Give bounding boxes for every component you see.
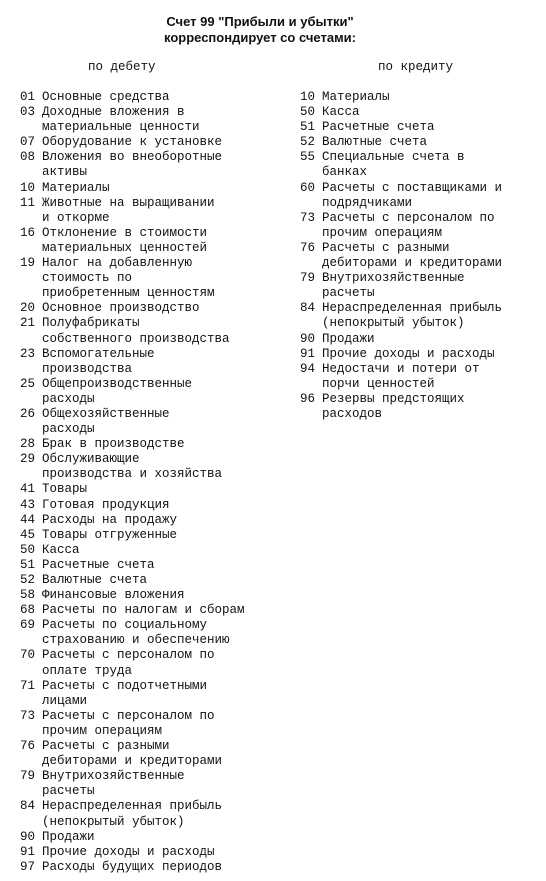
- account-name: [42, 588, 185, 603]
- account-name-line: Товары: [42, 482, 88, 497]
- account-code: 03: [20, 105, 36, 120]
- account-code: 51: [300, 120, 316, 135]
- title-line-2: корреспондирует со счетами:: [163, 30, 357, 45]
- account-code: 41: [20, 482, 36, 497]
- account-name-line: Валютные счета: [42, 573, 148, 587]
- account-name-line: Расчеты с персоналом по: [42, 648, 215, 663]
- account-name: [42, 135, 222, 150]
- account-code: 51: [20, 557, 36, 572]
- credit-account-73: [300, 211, 540, 241]
- account-name-line: Расходы будущих периодов: [42, 859, 223, 874]
- account-code: 84: [20, 799, 36, 814]
- account-name: [42, 226, 207, 256]
- account-name-line: расходов: [322, 406, 383, 421]
- account-name-line: Товары отгруженные: [42, 527, 178, 542]
- debit-account-50: [20, 543, 270, 558]
- debit-account-25: [20, 377, 270, 407]
- credit-account-96: [300, 392, 540, 422]
- credit-account-84: [300, 301, 540, 331]
- account-name: [322, 332, 375, 347]
- account-name: [322, 347, 495, 362]
- account-name: [322, 90, 390, 105]
- account-name-line: дебиторами и кредиторами: [42, 754, 223, 769]
- account-code: 76: [300, 240, 316, 255]
- debit-account-43: [20, 498, 270, 513]
- account-code: 91: [20, 844, 36, 859]
- debit-account-52: [20, 573, 270, 588]
- account-name-line: лицами: [42, 693, 88, 708]
- account-name: [42, 648, 215, 678]
- account-code: 10: [300, 90, 316, 104]
- account-code: 90: [300, 331, 316, 346]
- debit-account-28: [20, 437, 270, 452]
- account-name-line: Расчеты с поставщиками и: [322, 180, 503, 195]
- account-name-line: материальные ценности: [42, 120, 200, 135]
- document-title: [0, 14, 520, 46]
- debit-account-20: [20, 301, 270, 316]
- debit-account-70: [20, 648, 270, 678]
- account-name-line: Вспомогательные: [42, 346, 155, 361]
- account-name-line: Нераспределенная прибыль: [322, 301, 503, 316]
- account-name: [42, 558, 155, 573]
- account-name-line: Отклонение в стоимости: [42, 225, 208, 240]
- account-name-line: Расчеты с разными: [42, 739, 170, 754]
- account-code: 52: [20, 573, 36, 587]
- account-name-line: собственного производства: [42, 331, 230, 346]
- debit-column-header: по дебету: [88, 60, 156, 74]
- account-code: 07: [20, 135, 36, 150]
- account-code: 91: [300, 346, 316, 361]
- account-name-line: расходы: [42, 391, 95, 406]
- account-name-line: Обслуживающие: [42, 452, 140, 467]
- account-name: [42, 482, 87, 497]
- debit-account-19: [20, 256, 270, 301]
- credit-account-91: [300, 347, 540, 362]
- debit-account-23: [20, 347, 270, 377]
- account-name: [42, 437, 185, 452]
- account-name-line: банках: [322, 165, 368, 180]
- account-name: [42, 498, 170, 513]
- account-code: 29: [20, 452, 36, 467]
- debit-account-71: [20, 679, 270, 709]
- account-name: [322, 271, 465, 301]
- debit-accounts-list: [20, 90, 270, 875]
- account-code: 84: [300, 301, 316, 316]
- credit-account-79: [300, 271, 540, 301]
- account-name-line: Вложения во внеоборотные: [42, 150, 223, 165]
- account-name-line: Брак в производстве: [42, 437, 185, 452]
- account-name-line: (непокрытый убыток): [42, 814, 185, 829]
- account-name-line: Расходы на продажу: [42, 512, 178, 527]
- account-name: [42, 181, 110, 196]
- account-code: 76: [20, 739, 36, 754]
- account-name-line: материальных ценностей: [42, 240, 208, 255]
- account-code: 79: [20, 769, 36, 784]
- credit-account-51: [300, 120, 540, 135]
- debit-account-76: [20, 739, 270, 769]
- account-name-line: (непокрытый убыток): [322, 316, 465, 331]
- account-code: 16: [20, 225, 36, 240]
- account-name: [42, 603, 245, 618]
- debit-account-21: [20, 316, 270, 346]
- account-name-line: производства: [42, 361, 133, 376]
- account-name-line: Расчеты с подотчетными: [42, 678, 208, 693]
- account-name-line: Прочие доходы и расходы: [322, 346, 495, 361]
- debit-account-45: [20, 528, 270, 543]
- debit-account-10: [20, 181, 270, 196]
- account-code: 73: [20, 708, 36, 723]
- account-name: [42, 739, 222, 769]
- account-name: [322, 120, 435, 135]
- account-name-line: Общепроизводственные: [42, 376, 193, 391]
- account-name-line: Налог на добавленную: [42, 256, 193, 271]
- account-name: [42, 528, 177, 543]
- account-code: 44: [20, 512, 36, 527]
- account-name-line: подрядчиками: [322, 195, 413, 210]
- account-name: [42, 196, 215, 226]
- account-code: 69: [20, 618, 36, 633]
- debit-account-84: [20, 799, 270, 829]
- debit-account-08: [20, 150, 270, 180]
- account-name: [322, 105, 360, 120]
- account-code: 90: [20, 829, 36, 844]
- debit-account-91: [20, 845, 270, 860]
- account-name: [42, 543, 80, 558]
- debit-account-97: [20, 860, 270, 875]
- account-name-line: Продажи: [322, 331, 375, 346]
- account-code: 73: [300, 210, 316, 225]
- account-code: 11: [20, 195, 36, 210]
- account-code: 94: [300, 361, 316, 376]
- account-name-line: Специальные счета в: [322, 150, 465, 165]
- account-code: 50: [300, 105, 316, 120]
- account-code: 25: [20, 376, 36, 391]
- account-name-line: стоимость по: [42, 271, 133, 286]
- account-name-line: Готовая продукция: [42, 497, 170, 512]
- account-code: 68: [20, 603, 36, 618]
- account-name-line: прочим операциям: [42, 723, 163, 738]
- debit-account-16: [20, 226, 270, 256]
- account-code: 21: [20, 316, 36, 331]
- account-name-line: Расчетные счета: [322, 120, 435, 135]
- account-name: [42, 860, 222, 875]
- account-name: [42, 150, 222, 180]
- account-name-line: Прочие доходы и расходы: [42, 844, 215, 859]
- account-name: [42, 830, 95, 845]
- account-name-line: Расчеты с персоналом по: [42, 708, 215, 723]
- account-code: 43: [20, 497, 36, 512]
- account-code: 08: [20, 150, 36, 165]
- credit-account-60: [300, 181, 540, 211]
- account-name: [42, 256, 215, 301]
- account-name-line: расчеты: [322, 286, 375, 301]
- account-name: [42, 301, 200, 316]
- account-code: 23: [20, 346, 36, 361]
- account-name-line: Доходные вложения в: [42, 105, 185, 120]
- debit-account-73: [20, 709, 270, 739]
- debit-account-29: [20, 452, 270, 482]
- account-name: [322, 241, 502, 271]
- account-code: 52: [300, 135, 316, 150]
- debit-account-79: [20, 769, 270, 799]
- account-name-line: Расчеты по налогам и сборам: [42, 603, 245, 618]
- account-name: [42, 799, 222, 829]
- account-name-line: оплате труда: [42, 663, 133, 678]
- account-name-line: Расчеты с персоналом по: [322, 210, 495, 225]
- debit-account-01: [20, 90, 270, 105]
- account-name-line: Недостачи и потери от: [322, 361, 480, 376]
- account-name-line: Нераспределенная прибыль: [42, 799, 223, 814]
- debit-account-58: [20, 588, 270, 603]
- account-code: 19: [20, 256, 36, 271]
- account-name: [42, 377, 192, 407]
- account-code: 28: [20, 437, 36, 452]
- debit-account-90: [20, 830, 270, 845]
- account-code: 55: [300, 150, 316, 165]
- account-name: [42, 769, 185, 799]
- account-code: 01: [20, 90, 36, 104]
- account-name: [322, 150, 465, 180]
- account-name: [322, 211, 495, 241]
- account-code: 71: [20, 678, 36, 693]
- account-name-line: активы: [42, 165, 88, 180]
- account-name-line: Расчеты по социальному: [42, 618, 208, 633]
- account-name-line: Основное производство: [42, 301, 200, 316]
- account-name: [322, 135, 427, 150]
- credit-account-76: [300, 241, 540, 271]
- debit-account-03: [20, 105, 270, 135]
- account-name: [42, 90, 170, 105]
- account-name-line: Внутрихозяйственные: [42, 769, 185, 784]
- account-name-line: Материалы: [42, 180, 110, 195]
- account-name: [42, 709, 215, 739]
- account-name: [42, 452, 222, 482]
- account-name-line: Основные средства: [42, 90, 170, 104]
- account-code: 70: [20, 648, 36, 663]
- account-name: [322, 392, 465, 422]
- debit-account-41: [20, 482, 270, 497]
- account-name-line: Животные на выращивании: [42, 195, 215, 210]
- account-name-line: Касса: [42, 542, 80, 557]
- account-name: [42, 316, 230, 346]
- debit-account-26: [20, 407, 270, 437]
- account-name: [42, 573, 147, 588]
- account-name: [42, 618, 230, 648]
- account-name-line: прочим операциям: [322, 225, 443, 240]
- account-name: [42, 105, 200, 135]
- account-name-line: порчи ценностей: [322, 376, 435, 391]
- account-code: 10: [20, 180, 36, 195]
- account-code: 58: [20, 588, 36, 603]
- credit-account-50: [300, 105, 540, 120]
- account-name-line: Материалы: [322, 90, 390, 104]
- debit-account-69: [20, 618, 270, 648]
- account-name-line: Полуфабрикаты: [42, 316, 140, 331]
- credit-column-header: по кредиту: [378, 60, 454, 74]
- account-code: 26: [20, 406, 36, 421]
- account-name-line: страхованию и обеспечению: [42, 633, 230, 648]
- account-name: [42, 513, 177, 528]
- account-code: 96: [300, 391, 316, 406]
- account-name: [322, 301, 502, 331]
- account-name-line: расходы: [42, 422, 95, 437]
- account-name-line: Продажи: [42, 829, 95, 844]
- account-code: 50: [20, 542, 36, 557]
- account-name-line: Внутрихозяйственные: [322, 271, 465, 286]
- account-name: [42, 347, 155, 377]
- account-code: 45: [20, 527, 36, 542]
- account-name: [42, 407, 170, 437]
- account-name-line: Финансовые вложения: [42, 588, 185, 603]
- account-code: 20: [20, 301, 36, 316]
- account-name-line: Общехозяйственные: [42, 406, 170, 421]
- debit-account-51: [20, 558, 270, 573]
- debit-account-07: [20, 135, 270, 150]
- account-name-line: производства и хозяйства: [42, 467, 223, 482]
- account-name-line: Валютные счета: [322, 135, 428, 150]
- account-code: 97: [20, 859, 36, 874]
- account-code: 79: [300, 271, 316, 286]
- account-name-line: Резервы предстоящих: [322, 391, 465, 406]
- debit-account-11: [20, 196, 270, 226]
- credit-account-94: [300, 362, 540, 392]
- account-name: [42, 679, 207, 709]
- account-name: [42, 845, 215, 860]
- account-name-line: Расчетные счета: [42, 557, 155, 572]
- title-line-1: Счет 99 "Прибыли и убытки": [166, 14, 354, 29]
- account-name-line: расчеты: [42, 784, 95, 799]
- account-name-line: Оборудование к установке: [42, 135, 223, 150]
- debit-account-68: [20, 603, 270, 618]
- account-name-line: и откорме: [42, 210, 110, 225]
- credit-account-55: [300, 150, 540, 180]
- credit-account-10: [300, 90, 540, 105]
- account-code: 60: [300, 180, 316, 195]
- credit-account-90: [300, 332, 540, 347]
- debit-account-44: [20, 513, 270, 528]
- account-name-line: дебиторами и кредиторами: [322, 256, 503, 271]
- account-name-line: Расчеты с разными: [322, 240, 450, 255]
- account-name: [322, 181, 502, 211]
- credit-accounts-list: [300, 90, 540, 422]
- credit-account-52: [300, 135, 540, 150]
- account-name: [322, 362, 480, 392]
- account-name-line: Касса: [322, 105, 360, 120]
- account-name-line: приобретенным ценностям: [42, 286, 215, 301]
